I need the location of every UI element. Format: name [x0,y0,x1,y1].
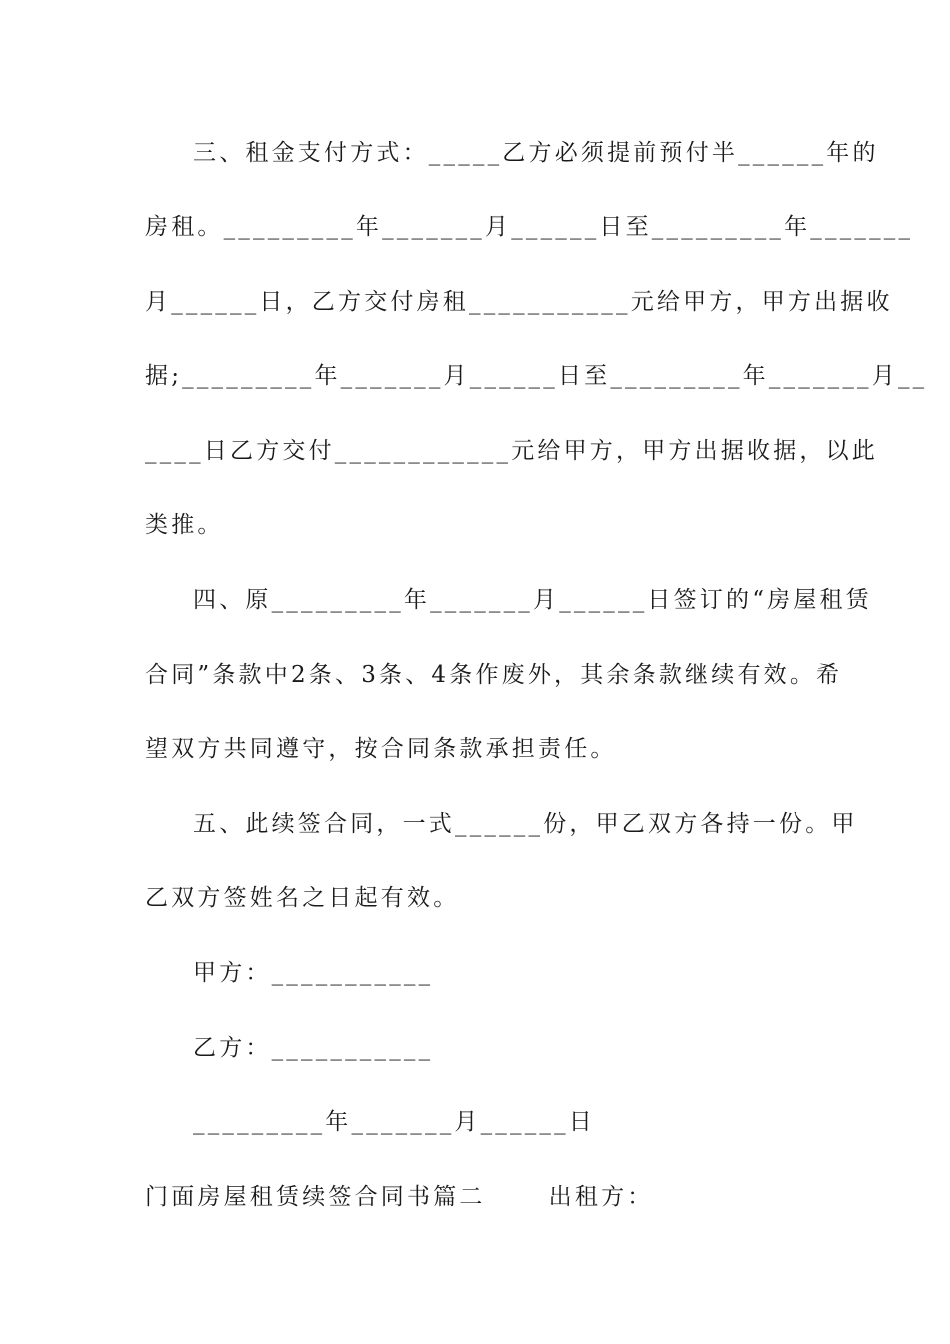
paragraph-3-line-5: ____日乙方交付____________元给甲方，甲方出据收据，以此 [145,438,878,464]
paragraph-4-line-1: 四、原_________年_______月______日签订的“房屋租赁 [193,587,872,613]
paragraph-3-line-4: 据;_________年_______月______日至_________年_______月__ [145,363,928,389]
signing-date: _________年_______月______日 [193,1109,595,1135]
next-section-heading: 门面房屋租赁续签合同书篇二 出租方： [145,1184,654,1210]
party-a-signature: 甲方：___________ [193,960,434,986]
paragraph-5-line-2: 乙双方签姓名之日起有效。 [145,885,460,911]
paragraph-3-line-6: 类推。 [145,512,224,538]
paragraph-3-line-2: 房租。_________年_______月______日至_________年_______ [145,214,914,240]
paragraph-5-line-1: 五、此续签合同，一式______份，甲乙双方各持一份。甲 [193,811,858,837]
paragraph-4-line-3: 望双方共同遵守，按合同条款承担责任。 [145,736,617,762]
paragraph-3-line-1: 三、租金支付方式：_____乙方必须提前预付半______年的 [193,140,879,166]
paragraph-3-line-3: 月______日，乙方交付房租___________元给甲方，甲方出据收 [145,289,893,315]
paragraph-4-line-2: 合同”条款中2条、3条、4条作废外，其余条款继续有效。希 [145,662,843,688]
party-b-signature: 乙方：___________ [193,1035,434,1061]
